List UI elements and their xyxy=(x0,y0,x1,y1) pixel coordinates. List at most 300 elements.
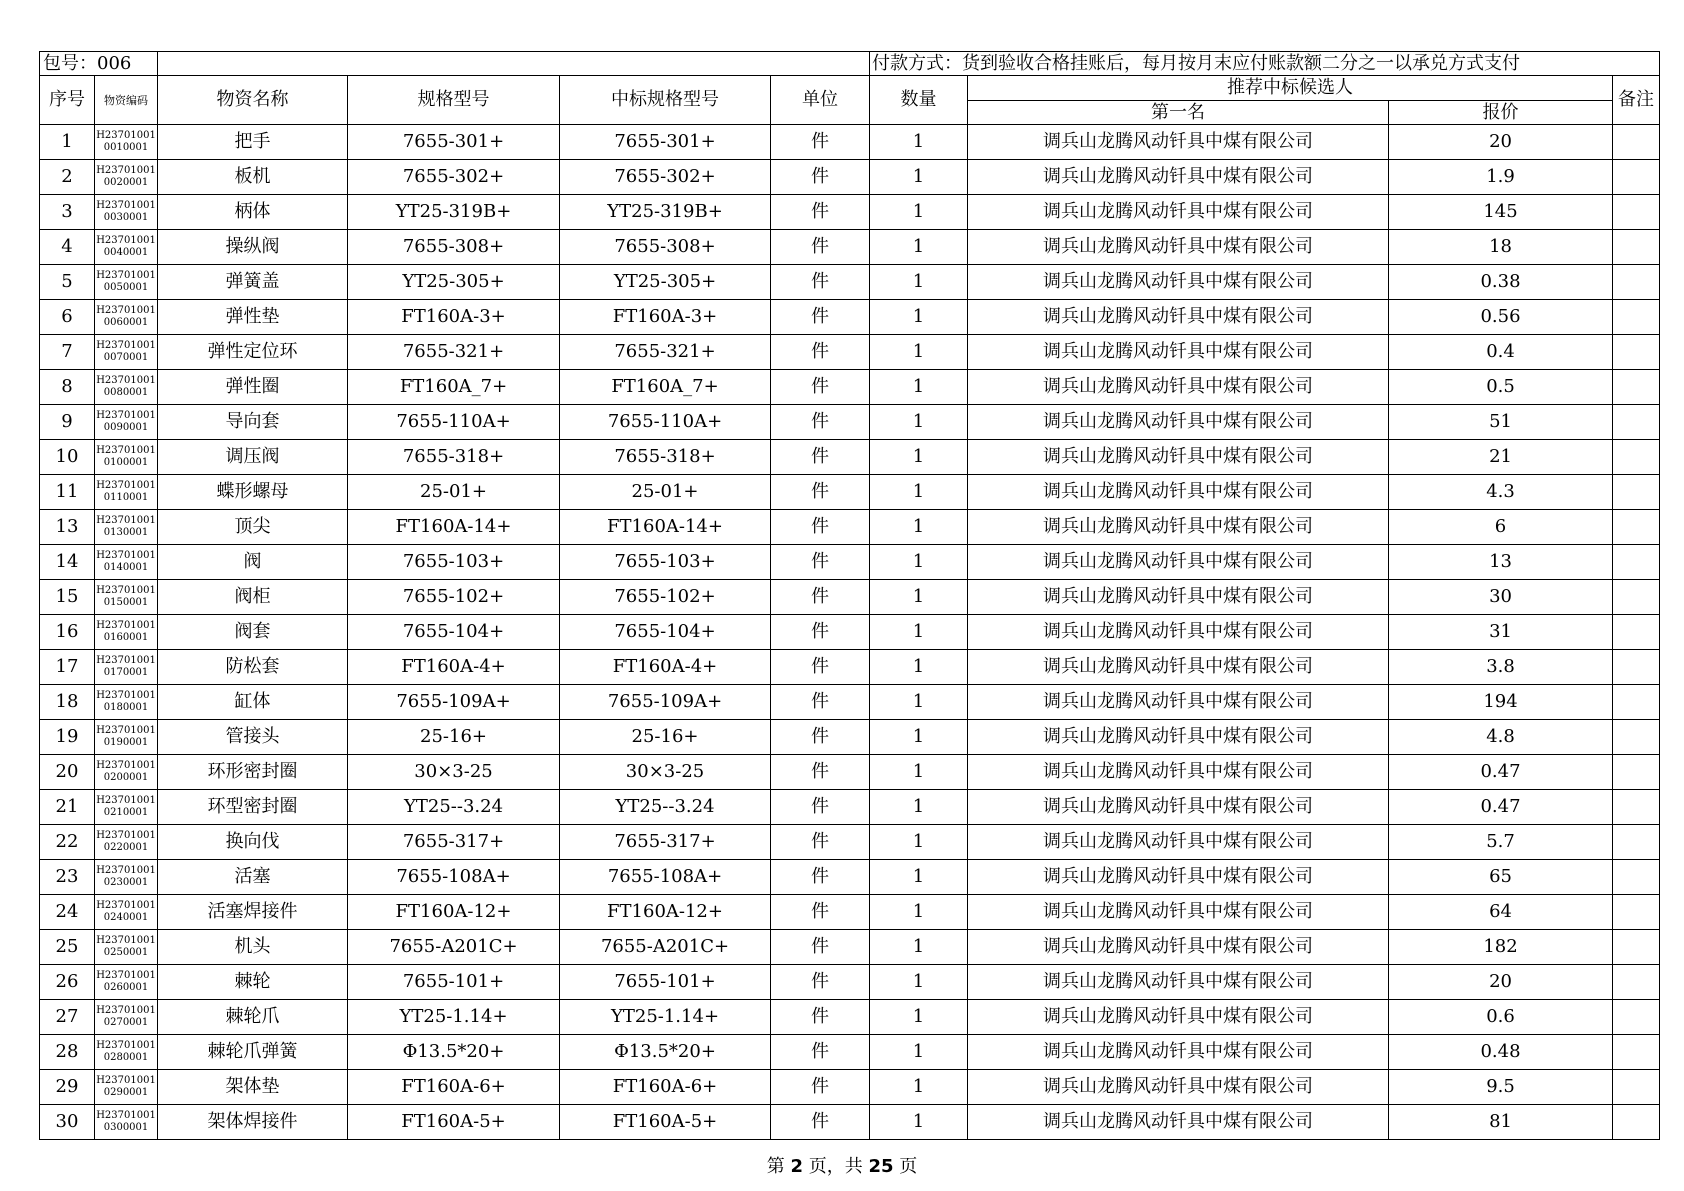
code-cell: H237010010170001 xyxy=(95,650,158,685)
remark-cell xyxy=(1613,195,1660,230)
remark-cell xyxy=(1613,755,1660,790)
code-cell: H237010010300001 xyxy=(95,1105,158,1140)
bid-spec-cell: YT25-1.14+ xyxy=(560,1000,771,1035)
remark-cell xyxy=(1613,930,1660,965)
price-cell: 30 xyxy=(1389,580,1613,615)
table-row xyxy=(40,1105,1660,1140)
bid-spec-cell: 7655-101+ xyxy=(560,965,771,1000)
seq-cell: 27 xyxy=(40,1000,95,1035)
price-cell: 81 xyxy=(1389,1105,1613,1140)
table-row xyxy=(40,685,1660,720)
unit-cell: 件 xyxy=(771,545,870,580)
unit-cell: 件 xyxy=(771,895,870,930)
remark-cell xyxy=(1613,335,1660,370)
code-cell: H237010010200001 xyxy=(95,755,158,790)
bid-spec-cell: 7655-104+ xyxy=(560,615,771,650)
unit-cell: 件 xyxy=(771,370,870,405)
qty-cell: 1 xyxy=(870,930,968,965)
unit-cell: 件 xyxy=(771,1105,870,1140)
code-cell: H237010010270001 xyxy=(95,1000,158,1035)
price-cell: 0.38 xyxy=(1389,265,1613,300)
table-row xyxy=(40,440,1660,475)
company-cell: 调兵山龙腾风动钎具中煤有限公司 xyxy=(968,720,1389,755)
remark-cell xyxy=(1613,720,1660,755)
payment-terms: 付款方式：货到验收合格挂账后，每月按月末应付账款额二分之一以承兑方式支付 xyxy=(870,52,1660,76)
seq-cell: 17 xyxy=(40,650,95,685)
name-cell: 机头 xyxy=(158,930,348,965)
price-cell: 4.3 xyxy=(1389,475,1613,510)
header-row-1 xyxy=(40,76,1660,101)
spec-cell: YT25-319B+ xyxy=(348,195,560,230)
table-row xyxy=(40,825,1660,860)
bid-spec-cell: YT25-305+ xyxy=(560,265,771,300)
remark-cell xyxy=(1613,1035,1660,1070)
name-cell: 弹性圈 xyxy=(158,370,348,405)
qty-cell: 1 xyxy=(870,825,968,860)
seq-cell: 3 xyxy=(40,195,95,230)
spec-cell: 7655-302+ xyxy=(348,160,560,195)
code-cell: H237010010290001 xyxy=(95,1070,158,1105)
seq-cell: 26 xyxy=(40,965,95,1000)
table-row xyxy=(40,790,1660,825)
company-cell: 调兵山龙腾风动钎具中煤有限公司 xyxy=(968,265,1389,300)
company-cell: 调兵山龙腾风动钎具中煤有限公司 xyxy=(968,300,1389,335)
qty-cell: 1 xyxy=(870,860,968,895)
company-cell: 调兵山龙腾风动钎具中煤有限公司 xyxy=(968,510,1389,545)
company-cell: 调兵山龙腾风动钎具中煤有限公司 xyxy=(968,1105,1389,1140)
company-cell: 调兵山龙腾风动钎具中煤有限公司 xyxy=(968,860,1389,895)
code-cell: H237010010260001 xyxy=(95,965,158,1000)
table-row xyxy=(40,545,1660,580)
name-cell: 操纵阀 xyxy=(158,230,348,265)
price-cell: 5.7 xyxy=(1389,825,1613,860)
seq-cell: 7 xyxy=(40,335,95,370)
bid-table xyxy=(39,51,1660,1140)
unit-cell: 件 xyxy=(771,265,870,300)
remark-cell xyxy=(1613,1070,1660,1105)
name-cell: 把手 xyxy=(158,125,348,160)
bid-spec-cell: YT25--3.24 xyxy=(560,790,771,825)
company-cell: 调兵山龙腾风动钎具中煤有限公司 xyxy=(968,615,1389,650)
table-row xyxy=(40,720,1660,755)
spec-cell: YT25-1.14+ xyxy=(348,1000,560,1035)
price-cell: 0.4 xyxy=(1389,335,1613,370)
code-cell: H237010010220001 xyxy=(95,825,158,860)
remark-cell xyxy=(1613,1105,1660,1140)
unit-cell: 件 xyxy=(771,335,870,370)
code-cell: H237010010130001 xyxy=(95,510,158,545)
code-cell: H237010010050001 xyxy=(95,265,158,300)
table-row xyxy=(40,335,1660,370)
name-cell: 棘轮 xyxy=(158,965,348,1000)
table-row xyxy=(40,755,1660,790)
seq-cell: 21 xyxy=(40,790,95,825)
price-cell: 0.6 xyxy=(1389,1000,1613,1035)
price-cell: 21 xyxy=(1389,440,1613,475)
company-cell: 调兵山龙腾风动钎具中煤有限公司 xyxy=(968,755,1389,790)
qty-cell: 1 xyxy=(870,405,968,440)
spec-cell: 7655-110A+ xyxy=(348,405,560,440)
table-row xyxy=(40,895,1660,930)
price-cell: 18 xyxy=(1389,230,1613,265)
spec-cell: FT160A_7+ xyxy=(348,370,560,405)
bid-spec-cell: 7655-109A+ xyxy=(560,685,771,720)
code-cell: H237010010020001 xyxy=(95,160,158,195)
name-cell: 调压阀 xyxy=(158,440,348,475)
spec-cell: YT25-305+ xyxy=(348,265,560,300)
bid-spec-cell: FT160A-4+ xyxy=(560,650,771,685)
unit-cell: 件 xyxy=(771,720,870,755)
spec-cell: 30×3-25 xyxy=(348,755,560,790)
spec-cell: 7655-109A+ xyxy=(348,685,560,720)
name-cell: 管接头 xyxy=(158,720,348,755)
qty-cell: 1 xyxy=(870,545,968,580)
remark-cell xyxy=(1613,685,1660,720)
bid-spec-cell: 7655-102+ xyxy=(560,580,771,615)
name-cell: 棘轮爪弹簧 xyxy=(158,1035,348,1070)
company-cell: 调兵山龙腾风动钎具中煤有限公司 xyxy=(968,440,1389,475)
name-cell: 棘轮爪 xyxy=(158,1000,348,1035)
company-cell: 调兵山龙腾风动钎具中煤有限公司 xyxy=(968,1035,1389,1070)
table-row xyxy=(40,405,1660,440)
qty-cell: 1 xyxy=(870,230,968,265)
qty-cell: 1 xyxy=(870,1105,968,1140)
spec-cell: FT160A-4+ xyxy=(348,650,560,685)
table-row xyxy=(40,195,1660,230)
unit-cell: 件 xyxy=(771,1000,870,1035)
remark-cell xyxy=(1613,860,1660,895)
code-cell: H237010010090001 xyxy=(95,405,158,440)
header-name: 物资名称 xyxy=(158,76,348,125)
name-cell: 换向伐 xyxy=(158,825,348,860)
seq-cell: 15 xyxy=(40,580,95,615)
price-cell: 13 xyxy=(1389,545,1613,580)
footer-page: 2 xyxy=(790,1156,803,1177)
header-recommend: 推荐中标候选人 xyxy=(968,76,1613,101)
price-cell: 194 xyxy=(1389,685,1613,720)
price-cell: 145 xyxy=(1389,195,1613,230)
remark-cell xyxy=(1613,440,1660,475)
name-cell: 阀 xyxy=(158,545,348,580)
bid-spec-cell: 7655-A201C+ xyxy=(560,930,771,965)
unit-cell: 件 xyxy=(771,300,870,335)
unit-cell: 件 xyxy=(771,615,870,650)
package-row xyxy=(40,52,1660,76)
code-cell: H237010010110001 xyxy=(95,475,158,510)
price-cell: 31 xyxy=(1389,615,1613,650)
table-row xyxy=(40,580,1660,615)
qty-cell: 1 xyxy=(870,300,968,335)
code-cell: H237010010150001 xyxy=(95,580,158,615)
seq-cell: 5 xyxy=(40,265,95,300)
spec-cell: Φ13.5*20+ xyxy=(348,1035,560,1070)
price-cell: 20 xyxy=(1389,965,1613,1000)
unit-cell: 件 xyxy=(771,825,870,860)
name-cell: 弹簧盖 xyxy=(158,265,348,300)
remark-cell xyxy=(1613,965,1660,1000)
company-cell: 调兵山龙腾风动钎具中煤有限公司 xyxy=(968,650,1389,685)
unit-cell: 件 xyxy=(771,125,870,160)
remark-cell xyxy=(1613,1000,1660,1035)
seq-cell: 29 xyxy=(40,1070,95,1105)
page-footer xyxy=(0,1152,1684,1178)
price-cell: 0.47 xyxy=(1389,755,1613,790)
qty-cell: 1 xyxy=(870,755,968,790)
remark-cell xyxy=(1613,160,1660,195)
spec-cell: 7655-103+ xyxy=(348,545,560,580)
company-cell: 调兵山龙腾风动钎具中煤有限公司 xyxy=(968,545,1389,580)
qty-cell: 1 xyxy=(870,685,968,720)
unit-cell: 件 xyxy=(771,790,870,825)
remark-cell xyxy=(1613,545,1660,580)
bid-spec-cell: 25-16+ xyxy=(560,720,771,755)
seq-cell: 24 xyxy=(40,895,95,930)
header-spec: 规格型号 xyxy=(348,76,560,125)
header-qty: 数量 xyxy=(870,76,968,125)
table-row xyxy=(40,965,1660,1000)
name-cell: 防松套 xyxy=(158,650,348,685)
unit-cell: 件 xyxy=(771,160,870,195)
unit-cell: 件 xyxy=(771,440,870,475)
footer-middle: 页，共 xyxy=(803,1156,869,1177)
qty-cell: 1 xyxy=(870,895,968,930)
price-cell: 3.8 xyxy=(1389,650,1613,685)
seq-cell: 30 xyxy=(40,1105,95,1140)
price-cell: 51 xyxy=(1389,405,1613,440)
qty-cell: 1 xyxy=(870,370,968,405)
qty-cell: 1 xyxy=(870,510,968,545)
seq-cell: 19 xyxy=(40,720,95,755)
unit-cell: 件 xyxy=(771,1035,870,1070)
package-number: 006 xyxy=(97,52,132,74)
header-price: 报价 xyxy=(1389,101,1613,125)
bid-spec-cell: FT160A-14+ xyxy=(560,510,771,545)
qty-cell: 1 xyxy=(870,160,968,195)
qty-cell: 1 xyxy=(870,1070,968,1105)
package-label: 包号： xyxy=(43,52,97,74)
code-cell: H237010010240001 xyxy=(95,895,158,930)
table-row xyxy=(40,930,1660,965)
package-number-cell xyxy=(40,52,158,76)
table-row xyxy=(40,265,1660,300)
code-cell: H237010010030001 xyxy=(95,195,158,230)
bid-spec-cell: 7655-108A+ xyxy=(560,860,771,895)
unit-cell: 件 xyxy=(771,195,870,230)
name-cell: 阀套 xyxy=(158,615,348,650)
company-cell: 调兵山龙腾风动钎具中煤有限公司 xyxy=(968,475,1389,510)
price-cell: 64 xyxy=(1389,895,1613,930)
spec-cell: YT25--3.24 xyxy=(348,790,560,825)
company-cell: 调兵山龙腾风动钎具中煤有限公司 xyxy=(968,195,1389,230)
code-cell: H237010010040001 xyxy=(95,230,158,265)
company-cell: 调兵山龙腾风动钎具中煤有限公司 xyxy=(968,685,1389,720)
company-cell: 调兵山龙腾风动钎具中煤有限公司 xyxy=(968,965,1389,1000)
seq-cell: 10 xyxy=(40,440,95,475)
code-cell: H237010010080001 xyxy=(95,370,158,405)
name-cell: 导向套 xyxy=(158,405,348,440)
name-cell: 顶尖 xyxy=(158,510,348,545)
company-cell: 调兵山龙腾风动钎具中煤有限公司 xyxy=(968,930,1389,965)
company-cell: 调兵山龙腾风动钎具中煤有限公司 xyxy=(968,1000,1389,1035)
price-cell: 1.9 xyxy=(1389,160,1613,195)
price-cell: 0.5 xyxy=(1389,370,1613,405)
spec-cell: FT160A-5+ xyxy=(348,1105,560,1140)
bid-spec-cell: 25-01+ xyxy=(560,475,771,510)
spec-cell: 25-01+ xyxy=(348,475,560,510)
spec-cell: 7655-317+ xyxy=(348,825,560,860)
unit-cell: 件 xyxy=(771,860,870,895)
header-bid-spec: 中标规格型号 xyxy=(560,76,771,125)
remark-cell xyxy=(1613,265,1660,300)
code-cell: H237010010250001 xyxy=(95,930,158,965)
code-cell: H237010010140001 xyxy=(95,545,158,580)
qty-cell: 1 xyxy=(870,265,968,300)
price-cell: 20 xyxy=(1389,125,1613,160)
name-cell: 环形密封圈 xyxy=(158,755,348,790)
company-cell: 调兵山龙腾风动钎具中煤有限公司 xyxy=(968,580,1389,615)
code-cell: H237010010100001 xyxy=(95,440,158,475)
name-cell: 板机 xyxy=(158,160,348,195)
unit-cell: 件 xyxy=(771,685,870,720)
remark-cell xyxy=(1613,230,1660,265)
price-cell: 4.8 xyxy=(1389,720,1613,755)
name-cell: 架体焊接件 xyxy=(158,1105,348,1140)
seq-cell: 14 xyxy=(40,545,95,580)
code-cell: H237010010190001 xyxy=(95,720,158,755)
header-code: 物资编码 xyxy=(95,76,158,125)
company-cell: 调兵山龙腾风动钎具中煤有限公司 xyxy=(968,160,1389,195)
qty-cell: 1 xyxy=(870,475,968,510)
unit-cell: 件 xyxy=(771,580,870,615)
name-cell: 活塞 xyxy=(158,860,348,895)
remark-cell xyxy=(1613,650,1660,685)
name-cell: 缸体 xyxy=(158,685,348,720)
bid-spec-cell: FT160A_7+ xyxy=(560,370,771,405)
spec-cell: 7655-102+ xyxy=(348,580,560,615)
price-cell: 0.56 xyxy=(1389,300,1613,335)
remark-cell xyxy=(1613,370,1660,405)
bid-spec-cell: FT160A-3+ xyxy=(560,300,771,335)
company-cell: 调兵山龙腾风动钎具中煤有限公司 xyxy=(968,895,1389,930)
table-row xyxy=(40,860,1660,895)
remark-cell xyxy=(1613,125,1660,160)
bid-spec-cell: 7655-103+ xyxy=(560,545,771,580)
footer-total: 25 xyxy=(868,1156,894,1177)
qty-cell: 1 xyxy=(870,965,968,1000)
spec-cell: 7655-101+ xyxy=(348,965,560,1000)
unit-cell: 件 xyxy=(771,930,870,965)
code-cell: H237010010180001 xyxy=(95,685,158,720)
price-cell: 182 xyxy=(1389,930,1613,965)
company-cell: 调兵山龙腾风动钎具中煤有限公司 xyxy=(968,370,1389,405)
seq-cell: 16 xyxy=(40,615,95,650)
unit-cell: 件 xyxy=(771,650,870,685)
qty-cell: 1 xyxy=(870,790,968,825)
header-unit: 单位 xyxy=(771,76,870,125)
spec-cell: FT160A-14+ xyxy=(348,510,560,545)
remark-cell xyxy=(1613,405,1660,440)
remark-cell xyxy=(1613,615,1660,650)
unit-cell: 件 xyxy=(771,230,870,265)
seq-cell: 13 xyxy=(40,510,95,545)
seq-cell: 9 xyxy=(40,405,95,440)
company-cell: 调兵山龙腾风动钎具中煤有限公司 xyxy=(968,125,1389,160)
bid-spec-cell: FT160A-12+ xyxy=(560,895,771,930)
seq-cell: 6 xyxy=(40,300,95,335)
name-cell: 架体垫 xyxy=(158,1070,348,1105)
footer-prefix: 第 xyxy=(766,1156,791,1177)
unit-cell: 件 xyxy=(771,755,870,790)
bid-spec-cell: Φ13.5*20+ xyxy=(560,1035,771,1070)
code-cell: H237010010160001 xyxy=(95,615,158,650)
bid-spec-cell: 7655-318+ xyxy=(560,440,771,475)
bid-spec-cell: 7655-301+ xyxy=(560,125,771,160)
spec-cell: FT160A-6+ xyxy=(348,1070,560,1105)
qty-cell: 1 xyxy=(870,1035,968,1070)
unit-cell: 件 xyxy=(771,965,870,1000)
company-cell: 调兵山龙腾风动钎具中煤有限公司 xyxy=(968,335,1389,370)
price-cell: 9.5 xyxy=(1389,1070,1613,1105)
name-cell: 活塞焊接件 xyxy=(158,895,348,930)
price-cell: 65 xyxy=(1389,860,1613,895)
company-cell: 调兵山龙腾风动钎具中煤有限公司 xyxy=(968,790,1389,825)
name-cell: 蝶形螺母 xyxy=(158,475,348,510)
name-cell: 阀柜 xyxy=(158,580,348,615)
price-cell: 0.47 xyxy=(1389,790,1613,825)
code-cell: H237010010010001 xyxy=(95,125,158,160)
spec-cell: 7655-321+ xyxy=(348,335,560,370)
table-row xyxy=(40,650,1660,685)
seq-cell: 22 xyxy=(40,825,95,860)
qty-cell: 1 xyxy=(870,615,968,650)
seq-cell: 25 xyxy=(40,930,95,965)
seq-cell: 11 xyxy=(40,475,95,510)
header-first: 第一名 xyxy=(968,101,1389,125)
name-cell: 弹性定位环 xyxy=(158,335,348,370)
company-cell: 调兵山龙腾风动钎具中煤有限公司 xyxy=(968,1070,1389,1105)
code-cell: H237010010280001 xyxy=(95,1035,158,1070)
table-row xyxy=(40,1000,1660,1035)
spec-cell: 7655-104+ xyxy=(348,615,560,650)
bid-spec-cell: 7655-308+ xyxy=(560,230,771,265)
code-cell: H237010010060001 xyxy=(95,300,158,335)
spec-cell: 7655-A201C+ xyxy=(348,930,560,965)
table-row xyxy=(40,615,1660,650)
price-cell: 6 xyxy=(1389,510,1613,545)
price-cell: 0.48 xyxy=(1389,1035,1613,1070)
qty-cell: 1 xyxy=(870,720,968,755)
code-cell: H237010010070001 xyxy=(95,335,158,370)
remark-cell xyxy=(1613,580,1660,615)
bid-spec-cell: YT25-319B+ xyxy=(560,195,771,230)
name-cell: 弹性垫 xyxy=(158,300,348,335)
table-row xyxy=(40,1070,1660,1105)
seq-cell: 8 xyxy=(40,370,95,405)
spec-cell: 7655-108A+ xyxy=(348,860,560,895)
remark-cell xyxy=(1613,825,1660,860)
company-cell: 调兵山龙腾风动钎具中煤有限公司 xyxy=(968,230,1389,265)
bid-spec-cell: 7655-317+ xyxy=(560,825,771,860)
remark-cell xyxy=(1613,790,1660,825)
spec-cell: 7655-301+ xyxy=(348,125,560,160)
bid-spec-cell: 30×3-25 xyxy=(560,755,771,790)
seq-cell: 18 xyxy=(40,685,95,720)
footer-suffix: 页 xyxy=(893,1156,918,1177)
seq-cell: 1 xyxy=(40,125,95,160)
remark-cell xyxy=(1613,300,1660,335)
table-row xyxy=(40,1035,1660,1070)
remark-cell xyxy=(1613,475,1660,510)
